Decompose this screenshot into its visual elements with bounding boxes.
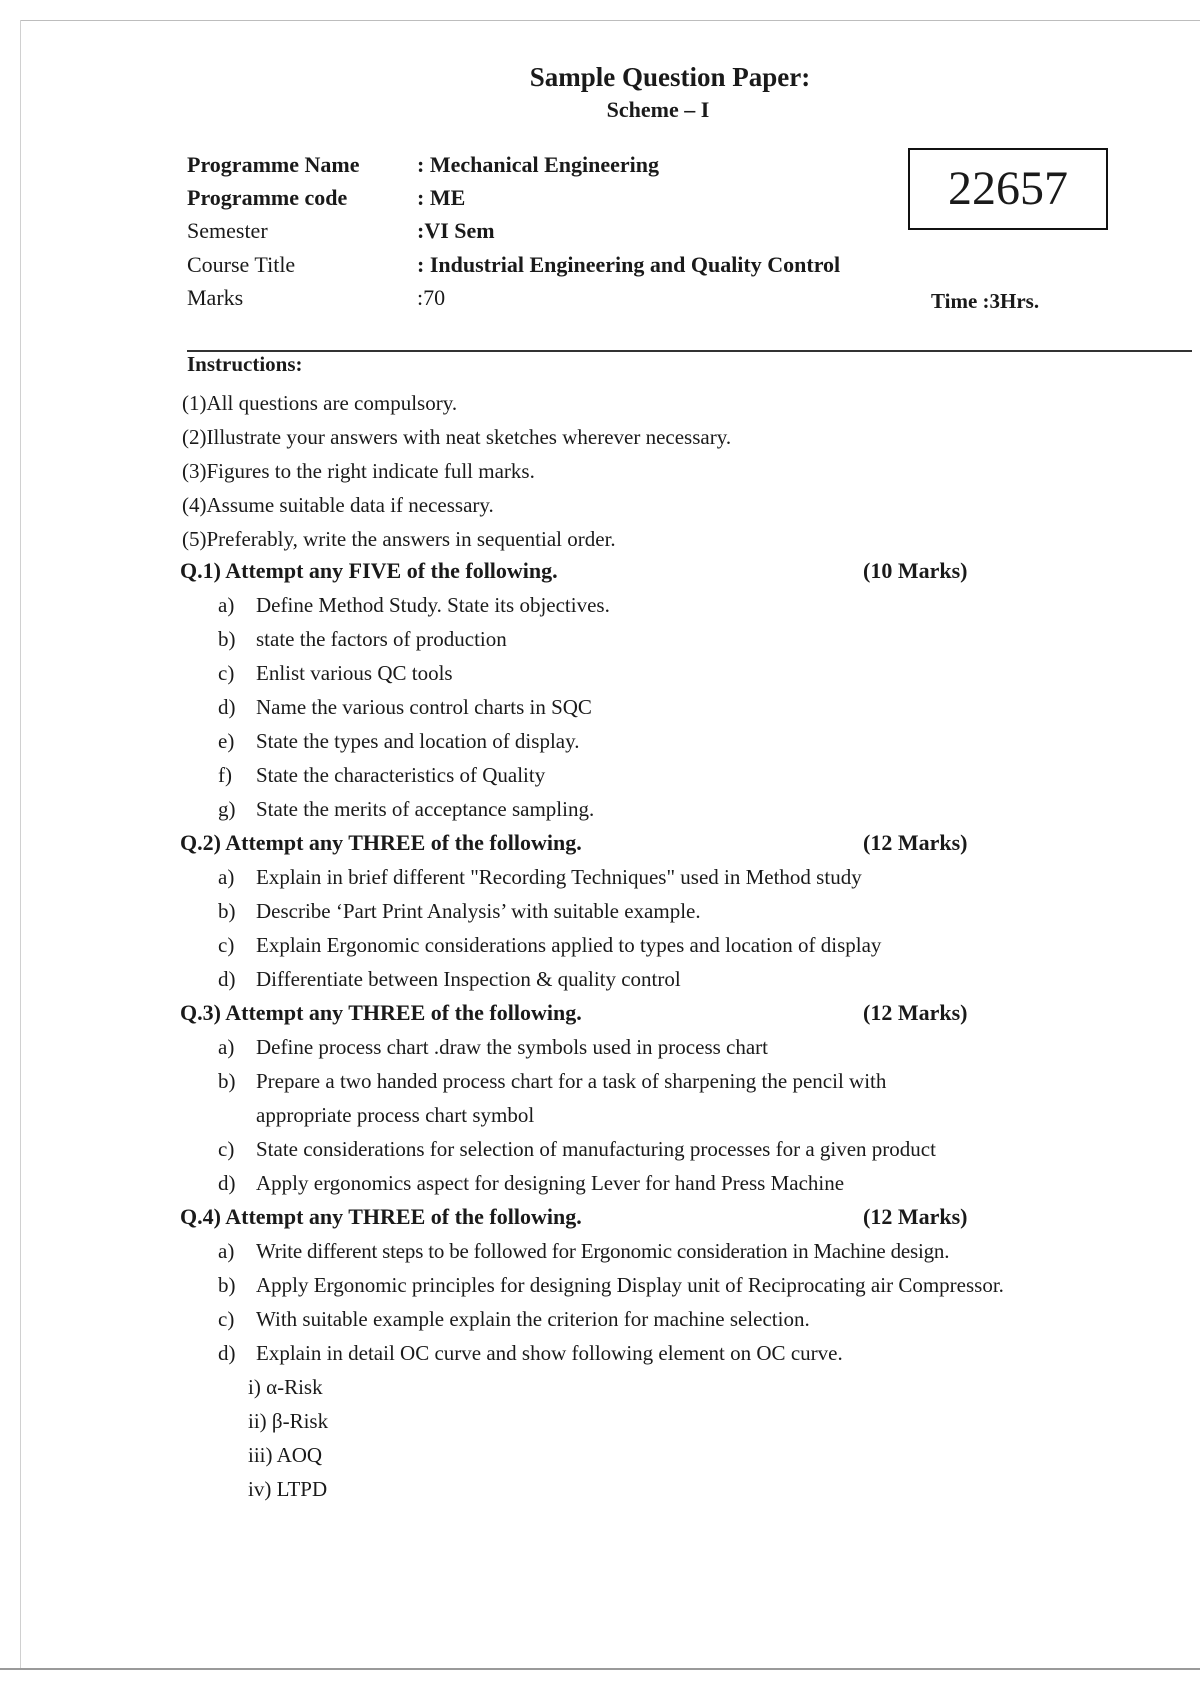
question-marks: (12 Marks) [863,1204,968,1229]
meta-marks [187,285,445,311]
part-label: c) [218,1137,235,1161]
list-item [0,588,1200,622]
meta-value: : Industrial Engineering and Quality Control [417,252,841,277]
part-text: Enlist various QC tools [256,661,453,685]
question-heading [0,1200,1200,1234]
part-text: Write different steps to be followed for Ergonomic consideration in Machine design. [256,1239,950,1263]
list-item [0,928,1200,962]
question-marks: (10 Marks) [863,558,968,583]
part-label: a) [218,1239,235,1263]
question-text: Q.2) Attempt any THREE of the following. [180,830,582,855]
question-parts [0,1234,1200,1370]
part-text: state the factors of production [256,627,507,651]
meta-programme-code [187,185,465,211]
list-item [0,792,1200,826]
list-item [0,1166,1200,1200]
list-item [0,1268,1200,1302]
part-text: Explain in brief different "Recording Techniques" used in Method study [256,865,862,889]
list-item [0,1030,1200,1064]
instruction-item: (1)All questions are compulsory. [182,391,458,415]
part-text: Define Method Study. State its objectives. [256,593,610,617]
list-item [0,1132,1200,1166]
part-text: With suitable example explain the criterion for machine selection. [256,1307,810,1331]
meta-label: Course Title [187,252,296,277]
part-text: Apply ergonomics aspect for designing Lever for hand Press Machine [256,1171,845,1195]
list-item: iii) AOQ [248,1443,323,1467]
part-label: a) [218,865,235,889]
part-text: Differentiate between Inspection & quality control [256,967,681,991]
question-1 [0,554,1200,826]
question-2 [0,826,1200,996]
part-label: d) [218,967,236,991]
paper-title: Sample Question Paper: [529,62,811,92]
course-code-box: 22657 [908,148,1108,230]
part-label: c) [218,933,235,957]
part-label: d) [218,1341,236,1365]
part-label: e) [218,729,235,753]
question-text: Q.4) Attempt any THREE of the following. [180,1204,582,1229]
instructions-list [182,386,731,556]
meta-label: Marks [187,285,244,310]
part-label: f) [218,763,232,787]
question-heading [0,554,1200,588]
list-item: i) α-Risk [248,1375,323,1399]
instruction-item: (2)Illustrate your answers with neat sketches wherever necessary. [182,425,732,449]
part-text: State the characteristics of Quality [256,763,546,787]
part-label: d) [218,1171,236,1195]
question-text: Q.1) Attempt any FIVE of the following. [180,558,558,583]
meta-value: :VI Sem [417,218,495,243]
part-text: Explain in detail OC curve and show following element on OC curve. [256,1341,843,1365]
part-text: Name the various control charts in SQC [256,695,592,719]
meta-value: :70 [417,285,446,310]
question-parts [0,860,1200,996]
list-item: ii) β-Risk [248,1409,329,1433]
list-item [0,690,1200,724]
meta-value: : ME [417,185,466,210]
part-label: b) [218,899,236,923]
meta-label: Programme Name [187,152,360,177]
bottom-border [0,1668,1200,1670]
part-label: b) [218,1273,236,1297]
part-text: Describe ‘Part Print Analysis’ with suitable example. [256,899,701,923]
instruction-item: (4)Assume suitable data if necessary. [182,493,494,517]
question-text: Q.3) Attempt any THREE of the following. [180,1000,582,1025]
part-text: State the types and location of display. [256,729,580,753]
list-item [0,1302,1200,1336]
part-label: b) [218,627,236,651]
instruction-item: (5)Preferably, write the answers in sequential order. [182,527,616,551]
exam-duration: Time :3Hrs. [931,289,1040,313]
list-item [0,1234,1200,1268]
question-heading [0,996,1200,1030]
question-3 [0,996,1200,1200]
list-item [0,1336,1200,1370]
list-item [0,894,1200,928]
list-item [0,860,1200,894]
part-label: a) [218,1035,235,1059]
part-label: g) [218,797,236,821]
instruction-item: (3)Figures to the right indicate full marks. [182,459,535,483]
question-parts [0,588,1200,826]
part-label: c) [218,1307,235,1331]
list-item [0,1064,1200,1132]
part-text: Explain Ergonomic considerations applied to types and location of display [256,933,882,957]
meta-programme-name [187,152,659,178]
list-item [0,656,1200,690]
part-text: Prepare a two handed process chart for a task of sharpening the pencil with appropriate process chart symbol [256,1069,887,1127]
list-item [0,758,1200,792]
part-label: b) [218,1069,236,1093]
list-item: iv) LTPD [248,1477,328,1501]
top-border [20,20,1200,21]
part-label: a) [218,593,235,617]
scheme-label: Scheme – I [606,97,710,122]
part-text: Apply Ergonomic principles for designing Display unit of Reciprocating air Compressor. [256,1273,1004,1297]
question-parts [0,1030,1200,1200]
part-text: Define process chart .draw the symbols used in process chart [256,1035,769,1059]
part-label: d) [218,695,236,719]
question-marks: (12 Marks) [863,830,968,855]
oc-curve-elements [0,1370,1200,1506]
instructions-heading: Instructions: [187,352,303,376]
question-marks: (12 Marks) [863,1000,968,1025]
part-text: State considerations for selection of manufacturing processes for a given product [256,1137,936,1161]
meta-course-title [187,252,840,278]
list-item [0,622,1200,656]
part-text: State the merits of acceptance sampling. [256,797,595,821]
meta-label: Semester [187,218,268,243]
instructions-divider [187,350,1192,352]
meta-label: Programme code [187,185,348,210]
part-label: c) [218,661,235,685]
meta-semester [187,218,495,244]
question-heading [0,826,1200,860]
meta-value: : Mechanical Engineering [417,152,659,177]
list-item [0,962,1200,996]
list-item [0,724,1200,758]
question-4 [0,1200,1200,1506]
